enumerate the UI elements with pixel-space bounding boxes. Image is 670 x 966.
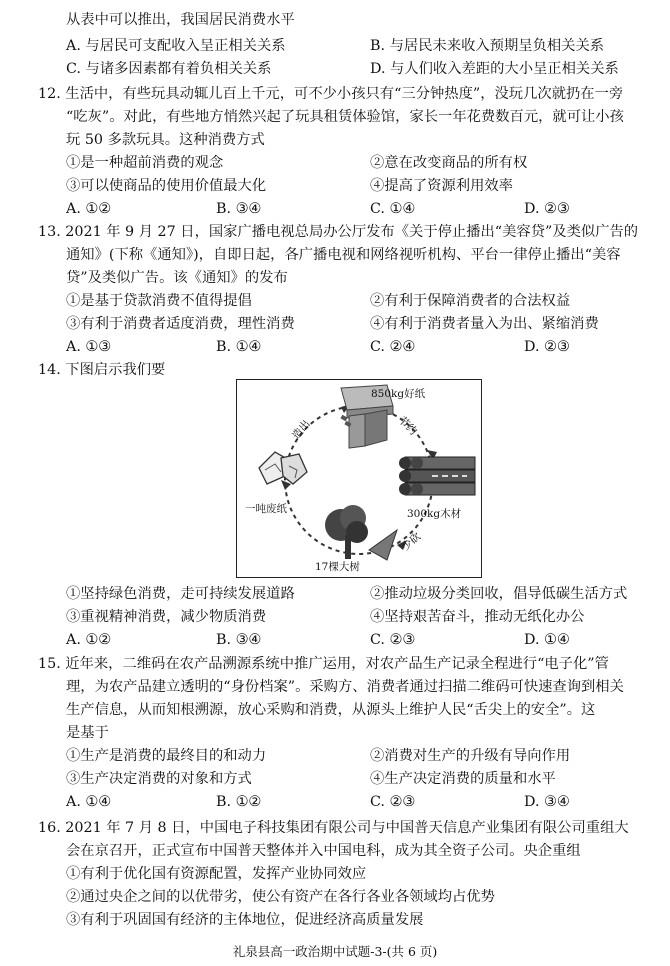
q16-statement-3: ③有利于巩固国有经济的主体地位，促进经济高质量发展 [66,912,424,928]
wood-logs-icon [399,457,475,495]
recycling-diagram-art [237,380,481,577]
q12-statement-2: ②意在改变商品的所有权 [370,155,528,171]
q12-choice-c: C. ①④ [370,201,416,217]
q14-choice-c: C. ②③ [370,632,416,648]
q15-stem-line3: 生产信息，从而知根溯源，放心采购和消费，从源头上维护人民“舌尖上的安全”。这 [66,702,596,718]
q12-choice-b: B. ③④ [216,201,262,217]
q15-choice-b: B. ①② [216,794,262,810]
q15-choice-c: C. ②③ [370,794,416,810]
q15-stem-line1: 15. 近年来，二维码在农产品溯源系统中推广运用，对农产品生产记录全程进行“电子化”管 [38,656,609,672]
label-waste-paper: 一吨废纸 [245,503,287,515]
q13-choice-c: C. ②④ [370,339,416,355]
q11-stem-tail: 从表中可以推出，我国居民消费水平 [66,12,295,28]
q13-statement-3: ③有利于消费者适度消费，理性消费 [66,316,295,332]
label-good-paper: 850kg好纸 [371,388,426,400]
q15-stem-line2: 理，为农产品建立透明的“身份档案”。采购方、消费者通过扫描二维码可快速查询到相关 [66,679,624,695]
q15-statement-4: ④生产决定消费的质量和水平 [370,771,556,787]
q12-stem-line2: “吃灰”。对此，有些地方悄然兴起了玩具租赁体验馆，家长一年花费数百元，就可让小孩 [66,109,624,125]
q16-stem-line2: 会在京召开，正式宣布中国普天整体并入中国电科，成为其全资子公司。央企重组 [66,843,581,859]
waste-paper-icon [259,452,307,484]
q15-stem-line4: 是基于 [66,725,109,741]
page-footer: 礼泉县高一政治期中试题-3-(共 6 页) [232,944,438,959]
q13-statement-2: ②有利于保障消费者的合法权益 [370,293,571,309]
q13-choice-a: A. ①③ [66,339,112,355]
q13-choice-b: B. ①④ [216,339,262,355]
q15-choice-a: A. ①④ [66,794,112,810]
q14-stem: 14. 下图启示我们要 [38,362,166,378]
q12-statement-1: ①是一种超前消费的观念 [66,155,224,171]
q13-statement-4: ④有利于消费者量入为出、紧缩消费 [370,316,599,332]
q15-statement-2: ②消费对生产的升级有导向作用 [370,748,571,764]
label-save: 节约 [395,414,420,438]
q15-choice-d: D. ③④ [524,794,570,810]
q13-statement-1: ①是基于贷款消费不值得提倡 [66,293,252,309]
q16-statement-1: ①有利于优化国有资源配置，发挥产业协同效应 [66,866,367,882]
q14-choice-a: A. ①② [66,632,112,648]
q16-stem-line1: 16. 2021 年 7 月 8 日，中国电子科技集团有限公司与中国普天信息产业集团有限公司重组大 [38,820,629,836]
q12-statement-3: ③可以使商品的使用价值最大化 [66,178,267,194]
q15-statement-1: ①生产是消费的最终目的和动力 [66,748,267,764]
q14-choice-d: D. ①④ [524,632,570,648]
q14-choice-b: B. ③④ [216,632,262,648]
q12-choice-d: D. ②③ [524,201,570,217]
q11-option-d: D. 与人们收入差距的大小呈正相关关系 [370,61,619,77]
q12-statement-4: ④提高了资源利用效率 [370,178,513,194]
q14-statement-2: ②推动垃圾分类回收，倡导低碳生活方式 [370,586,628,602]
q14-statement-4: ④坚持艰苦奋斗，推动无纸化办公 [370,609,585,625]
label-wood: 300kg木材 [407,508,462,520]
q14-statement-1: ①坚持绿色消费，走可持续发展道路 [66,586,295,602]
label-less-cut: 少砍 [399,530,424,554]
label-trees: 17棵大树 [315,561,360,573]
label-make: 造出 [290,418,313,442]
q13-stem-line1: 13. 2021 年 9 月 27 日，国家广播电视总局办公厅发布《关于停止播出“美容贷”及类似广告的 [38,224,639,240]
q14-statement-3: ③重视精神消费，减少物质消费 [66,609,267,625]
q11-option-b: B. 与居民未来收入预期呈负相关关系 [370,38,605,54]
q13-stem-line2: 通知》(下称《通知》)，自即日起，各广播电视和网络视听机构、平台一律停止播出“美容 [66,247,621,263]
q12-stem-line1: 12. 生活中，有些玩具动辄儿百上千元，可不少小孩只有“三分钟热度”，没玩几次就扔在一旁 [38,86,624,102]
q13-choice-d: D. ②③ [524,339,570,355]
q12-stem-line3: 玩 50 多款玩具。这种消费方式 [66,132,265,148]
q11-option-a: A. 与居民可支配收入呈正相关关系 [66,38,286,54]
q12-choice-a: A. ①② [66,201,112,217]
tree-icon [325,505,397,560]
q15-statement-3: ③生产决定消费的对象和方式 [66,771,252,787]
q11-option-c: C. 与诸多因素都有着负相关关系 [66,61,272,77]
q13-stem-line3: 贷”及类似广告。该《通知》的发布 [66,270,288,286]
recycling-diagram [236,379,482,578]
q16-statement-2: ②通过央企之间的以优带劣，使公有资产在各行各业各领域均占优势 [66,889,495,905]
